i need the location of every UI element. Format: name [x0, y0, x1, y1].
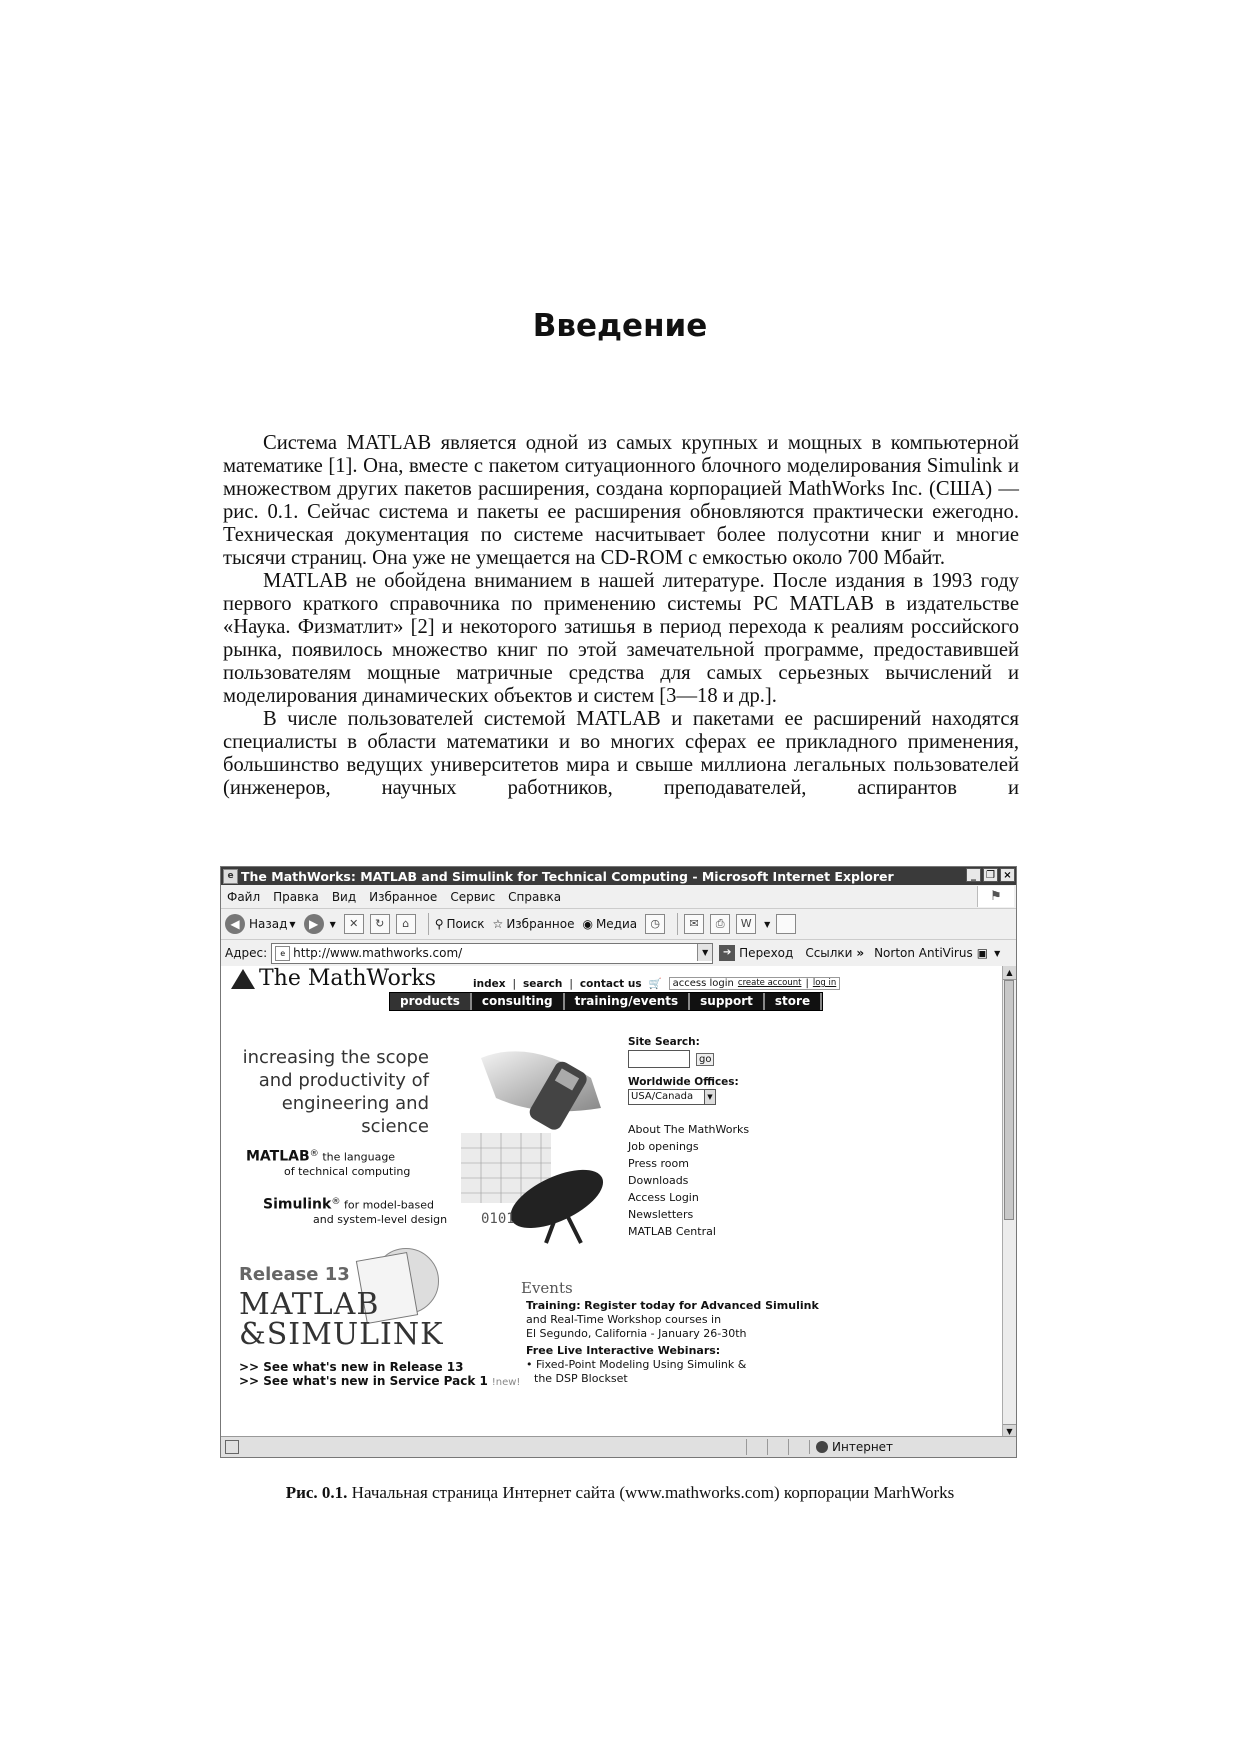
media-button[interactable] [582, 917, 637, 931]
training-label: Training: [526, 1299, 581, 1312]
link-downloads[interactable]: Downloads [628, 1174, 689, 1187]
status-cell [788, 1439, 809, 1455]
zone-label: Интернет [832, 1440, 894, 1454]
forward-dropdown-icon[interactable]: ▼ [329, 919, 336, 929]
link-jobs[interactable]: Job openings [628, 1140, 699, 1153]
search-go-button[interactable]: go [696, 1053, 714, 1066]
norton-dropdown-icon[interactable]: ▼ [994, 948, 1001, 958]
windows-logo-icon: ⚑ [977, 886, 1014, 907]
link-whats-new[interactable] [239, 1360, 520, 1374]
page-heading: Введение [532, 308, 708, 344]
link-access-login[interactable]: Access Login [628, 1191, 699, 1204]
vertical-scrollbar[interactable] [1002, 966, 1016, 1438]
menu-file[interactable]: Файл [227, 889, 261, 904]
sidebar [628, 1036, 749, 1240]
simulink-desc: for model-based [343, 1198, 435, 1212]
webinar-item[interactable]: • Fixed-Point Modeling Using Simulink & [526, 1358, 747, 1371]
page-icon: e [275, 946, 290, 961]
scroll-up-icon[interactable]: ▲ [1003, 966, 1016, 980]
favorites-button[interactable] [493, 917, 575, 931]
media-label: Медиа [595, 917, 638, 931]
offices-label: Worldwide Offices: [628, 1076, 739, 1088]
mathworks-logo[interactable] [231, 966, 436, 991]
whats-new-text: >> See what's new in Release 13 [239, 1360, 464, 1374]
history-icon[interactable]: ◷ [645, 914, 665, 934]
brand-simulink: &SIMULINK [239, 1317, 444, 1352]
paragraph-3: В числе пользователей системой MATLAB и пакетами ее расширений находятся специалисты в области математики и во многих сферах ее прикладного применения, большинство ведущих университетов мира и свыше миллиона легальных пользователей (инженеров, научных работников, преподавателей, аспирантов и [223, 708, 1019, 799]
maximize-button[interactable]: ❐ [983, 868, 998, 882]
media-icon: ◉ [582, 917, 593, 931]
events-panel [521, 1279, 819, 1386]
back-arrow-icon: ◀ [225, 914, 245, 934]
link-divider: | [512, 977, 517, 990]
address-bar [221, 940, 1016, 967]
close-button[interactable]: × [1000, 868, 1015, 882]
back-label: Назад [249, 917, 288, 931]
status-bar [221, 1436, 1016, 1457]
back-button[interactable] [225, 914, 296, 934]
link-index[interactable]: index [473, 977, 506, 990]
event-training[interactable] [526, 1299, 819, 1313]
nav-training[interactable]: training/events [565, 993, 691, 1010]
link-search[interactable]: search [523, 977, 563, 990]
page-status-icon [225, 1440, 239, 1454]
scroll-thumb[interactable] [1004, 980, 1014, 1220]
search-label: Поиск [446, 917, 485, 931]
site-search-input[interactable] [628, 1050, 690, 1068]
discuss-icon[interactable] [776, 914, 796, 934]
event-line-2: and Real-Time Workshop courses in [526, 1313, 722, 1326]
webinars-label: Free Live Interactive Webinars: [526, 1344, 721, 1357]
nav-products[interactable]: products [390, 993, 472, 1010]
matlab-desc-2: of technical computing [284, 1164, 411, 1178]
webinar-item-2[interactable]: the DSP Blockset [534, 1372, 628, 1385]
norton-button[interactable] [874, 946, 1000, 960]
link-matlab-central[interactable]: MATLAB Central [628, 1225, 716, 1238]
star-icon: ☆ [492, 917, 504, 931]
favorites-label: Избранное [506, 917, 575, 931]
offices-select[interactable]: USA/Canada ▼ [628, 1089, 716, 1105]
service-pack-text: >> See what's new in Service Pack 1 [239, 1374, 488, 1388]
window-titlebar [221, 867, 1016, 885]
release-links [239, 1360, 520, 1390]
edit-dropdown-icon[interactable]: ▼ [764, 919, 771, 929]
print-icon[interactable]: ⎙ [710, 914, 730, 934]
forward-button[interactable] [304, 914, 336, 934]
link-press[interactable]: Press room [628, 1157, 689, 1170]
link-newsletters[interactable]: Newsletters [628, 1208, 694, 1221]
menu-help[interactable]: Справка [508, 889, 562, 904]
release-label: Release 13 [239, 1264, 350, 1285]
link-about[interactable]: About The MathWorks [628, 1123, 750, 1136]
address-url: http://www.mathworks.com/ [293, 946, 463, 960]
page-viewport [221, 966, 1016, 1438]
caption-label: Рис. 0.1. [285, 1483, 348, 1502]
norton-label: Norton AntiVirus [874, 946, 973, 960]
forward-arrow-icon: ▶ [304, 914, 324, 934]
browser-screenshot [220, 866, 1017, 1458]
address-dropdown-icon[interactable]: ▼ [697, 944, 712, 961]
events-title: Events [521, 1279, 573, 1297]
ie-app-icon: e [223, 869, 238, 884]
link-contact[interactable]: contact us [579, 977, 642, 990]
menu-view[interactable]: Вид [331, 889, 357, 904]
body-text [223, 432, 1019, 800]
refresh-icon[interactable]: ↻ [370, 914, 390, 934]
nav-support[interactable]: support [690, 993, 765, 1010]
security-zone [809, 1440, 1016, 1454]
address-input[interactable] [271, 943, 713, 964]
paragraph-2: MATLAB не обойдена вниманием в нашей литературе. После издания в 1993 году первого краткого справочника по применению системы PC MATLAB в издательстве «Наука. Физматлит» [2] и некоторого затишья в период перехода к реалиям российского рынка, появилось множество книг по этой замечательной программе, предоставившей пользователям мощные матричные средства для самых серьезных вычислений и моделирования динамических объектов и систем [3—18 и др.]. [223, 570, 1019, 707]
go-label: Переход [739, 946, 794, 960]
access-login-label: access login [672, 978, 734, 989]
back-dropdown-icon[interactable]: ▼ [289, 919, 296, 929]
site-search-label: Site Search: [628, 1036, 700, 1048]
matlab-simulink-brand[interactable] [239, 1287, 444, 1352]
logo-text: The MathWorks [259, 966, 437, 991]
minimize-button[interactable]: _ [966, 868, 981, 882]
hero-image [441, 1038, 626, 1248]
login-box [669, 977, 841, 990]
create-account-link[interactable]: create account [737, 978, 802, 988]
mail-icon[interactable]: ✉ [684, 914, 704, 934]
new-badge: !new! [491, 1377, 521, 1388]
edit-word-icon[interactable]: W [736, 914, 756, 934]
search-icon: ⚲ [434, 917, 444, 931]
status-cell [767, 1439, 788, 1455]
menu-favorites[interactable]: Избранное [369, 889, 438, 904]
nav-store[interactable]: store [765, 993, 822, 1010]
menu-tools[interactable]: Сервис [450, 889, 496, 904]
nav-consulting[interactable]: consulting [472, 993, 565, 1010]
caption-text: Начальная страница Интернет сайта (www.mathworks.com) корпорации MarhWorks [347, 1483, 955, 1502]
brand-matlab: MATLAB [239, 1287, 380, 1322]
scroll-down-icon[interactable]: ▼ [1003, 1424, 1016, 1438]
paragraph-1: Система MATLAB является одной из самых крупных и мощных в компьютерной математике [1]. Она, вместе с пакетом ситуационного блочного моделирования Simulink и множеством других пакетов расширения, создана корпорацией MathWorks Inc. (США) — рис. 0.1. Сейчас система и пакеты ее расширения обновляются практически ежегодно. Техническая документация по системе насчитывает более полусотни книг и многие тысячи страниц. Она уже не умещается на CD-ROM с емкостью около 700 Мбайт. [223, 432, 1019, 569]
matlab-name: MATLAB [246, 1148, 310, 1165]
training-text: Register today for Advanced Simulink [584, 1299, 819, 1312]
top-links [473, 977, 840, 990]
matlab-desc: the language [322, 1150, 396, 1164]
event-line-3: El Segundo, California - January 26-30th [526, 1327, 747, 1340]
site-nav [389, 992, 823, 1011]
link-divider: | [569, 977, 573, 990]
cart-icon[interactable]: 🛒 [648, 978, 662, 990]
go-arrow-icon: ➔ [719, 945, 735, 961]
figure-caption [0, 1483, 1240, 1503]
simulink-promo[interactable]: Simulink® for model-based and system-level design [263, 1196, 448, 1226]
globe-icon [816, 1441, 828, 1453]
go-button[interactable] [719, 945, 793, 961]
window-title: The MathWorks: MATLAB and Simulink for Technical Computing - Microsoft Internet Explorer [241, 868, 894, 884]
link-service-pack[interactable] [239, 1374, 520, 1390]
matlab-promo[interactable]: MATLAB® the language of technical computing [246, 1148, 411, 1178]
menu-bar [221, 885, 1016, 909]
simulink-name: Simulink [263, 1196, 332, 1213]
toolbar-separator [428, 913, 429, 935]
norton-icon: ▣ [976, 946, 989, 960]
menu-edit[interactable]: Правка [273, 889, 319, 904]
search-button[interactable] [435, 917, 485, 931]
links-label: Ссылки [805, 946, 853, 960]
links-more-icon: » [856, 946, 865, 960]
site-tagline: increasing the scope and productivity of engineering and science [242, 1047, 429, 1137]
links-button[interactable] [805, 946, 864, 960]
link-divider: | [805, 978, 809, 989]
status-cell [746, 1439, 767, 1455]
simulink-desc-2: and system-level design [313, 1212, 448, 1226]
toolbar [221, 909, 1016, 940]
address-label: Адрес: [225, 946, 268, 960]
toolbar-separator-2 [677, 913, 678, 935]
stop-icon[interactable]: ✕ [344, 914, 364, 934]
log-in-link[interactable]: log in [812, 978, 837, 988]
home-icon[interactable]: ⌂ [396, 914, 416, 934]
membrane-logo-icon [231, 969, 255, 989]
svg-text:0101: 0101 [481, 1211, 515, 1227]
